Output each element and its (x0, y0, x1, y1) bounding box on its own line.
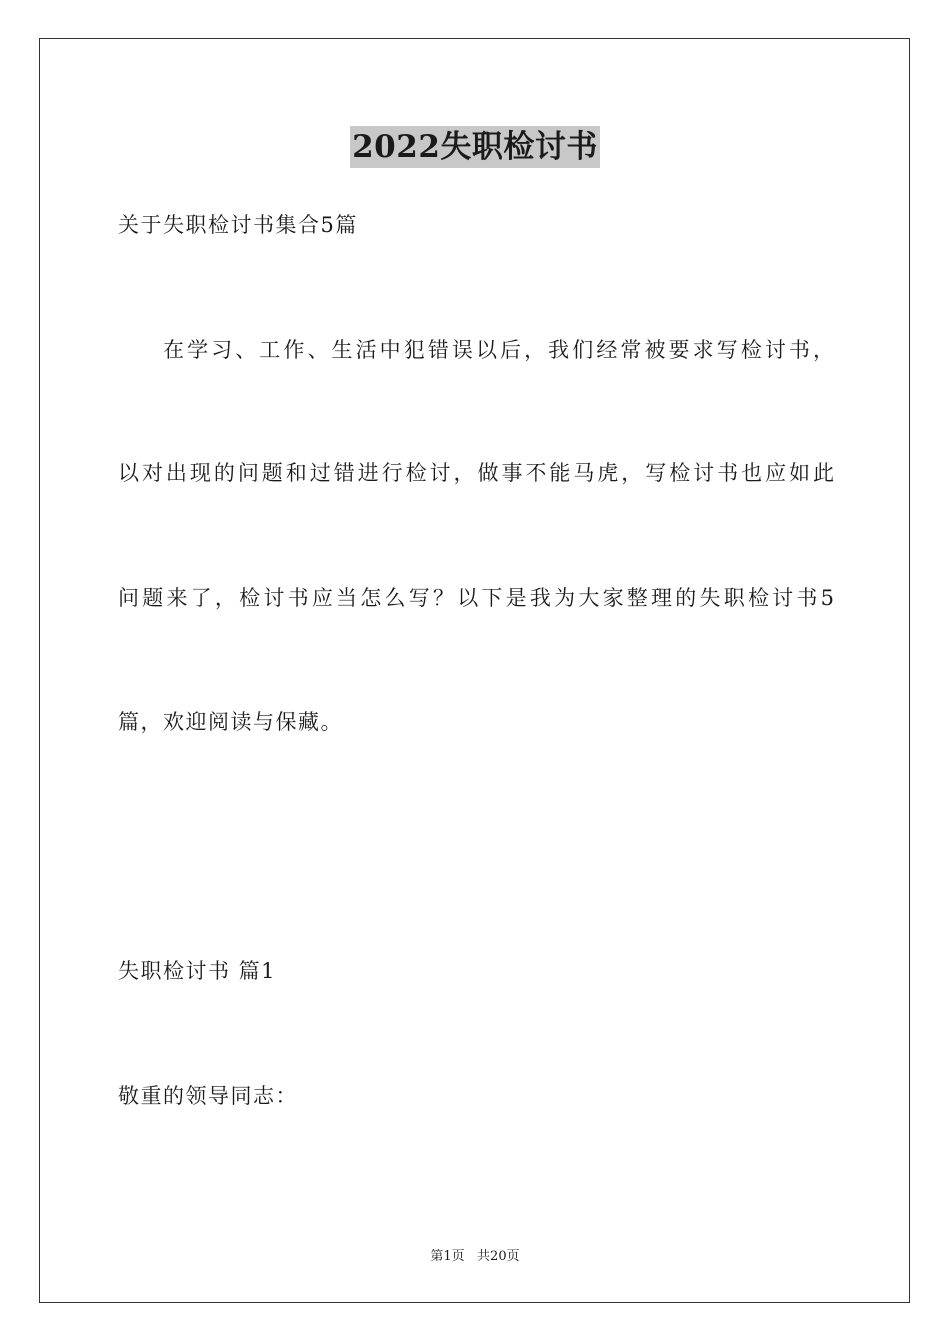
page-footer: 第1页 共20页 (430, 1249, 520, 1264)
intro-line-4: 篇，欢迎阅读与保藏。 (118, 710, 343, 734)
document-title: 2022失职检讨书 (350, 126, 600, 168)
document-subtitle: 关于失职检讨书集合5篇 (118, 213, 358, 237)
section-heading: 失职检讨书 篇1 (118, 959, 277, 983)
intro-line-1: 在学习、工作、生活中犯错误以后，我们经常被要求写检讨书， (163, 338, 834, 362)
intro-line-2: 以对出现的问题和过错进行检讨，做事不能马虎，写检讨书也应如此 (118, 461, 834, 485)
salutation: 敬重的领导同志： (118, 1084, 298, 1108)
intro-line-3: 问题来了，检讨书应当怎么写？以下是我为大家整理的失职检讨书5 (118, 586, 834, 610)
title-container (0, 126, 950, 168)
